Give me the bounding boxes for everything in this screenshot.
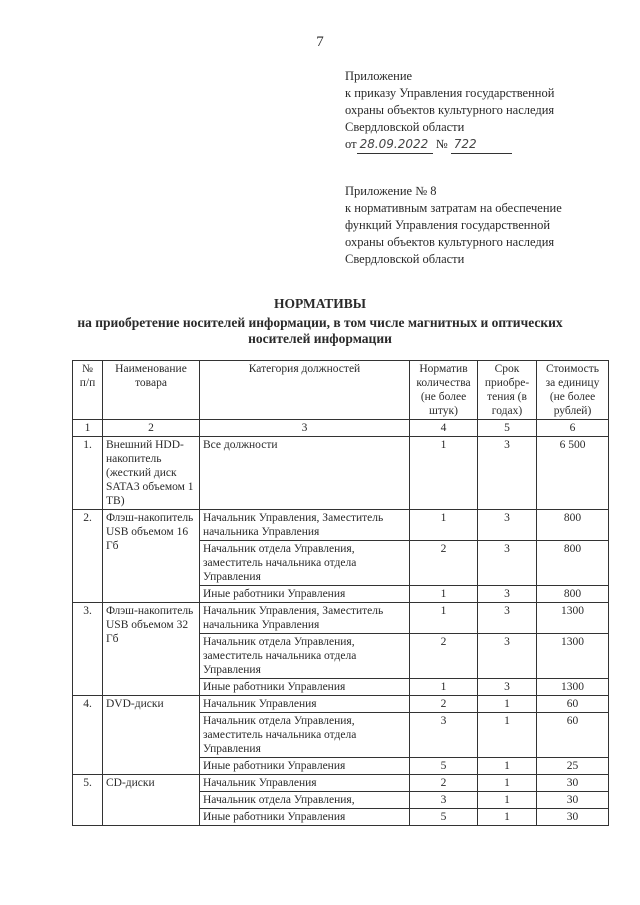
unit-cost: 1300: [537, 634, 609, 679]
norm-quantity: 1: [410, 586, 478, 603]
table-row: [73, 775, 609, 792]
header-category: Категория должностей: [200, 361, 410, 420]
position-category: Начальник Управления: [200, 775, 410, 792]
norm-quantity: 2: [410, 775, 478, 792]
norm-quantity: 3: [410, 713, 478, 758]
column-number: 5: [478, 420, 537, 437]
unit-cost: 1300: [537, 603, 609, 634]
purchase-term: 1: [478, 713, 537, 758]
order-appendix-line: к приказу Управления государственной: [345, 86, 555, 100]
unit-cost: 25: [537, 758, 609, 775]
position-category: Иные работники Управления: [200, 679, 410, 696]
purchase-term: 3: [478, 541, 537, 586]
table-header-row: [73, 361, 609, 420]
header-num: № п/п: [73, 361, 103, 420]
purchase-term: 3: [478, 586, 537, 603]
column-number: 4: [410, 420, 478, 437]
table-row: [73, 510, 609, 541]
purchase-term: 3: [478, 679, 537, 696]
norms-table: [72, 360, 609, 826]
item-number: 5.: [73, 775, 103, 826]
appendix-8-block: [345, 183, 625, 268]
header-norm: Норматив количества (не более штук): [410, 361, 478, 420]
order-appendix-block: [345, 68, 625, 154]
unit-cost: 60: [537, 713, 609, 758]
purchase-term: 3: [478, 634, 537, 679]
appendix-8-line: функций Управления государственной: [345, 218, 551, 232]
appendix-8-line: к нормативным затратам на обеспечение: [345, 201, 562, 215]
item-number: 3.: [73, 603, 103, 696]
item-name: Внешний HDD-накопитель (жесткий диск SATA3 объемом 1 TB): [103, 437, 200, 510]
page-number: 7: [316, 34, 324, 50]
document-subtitle: носителей информации: [248, 331, 392, 346]
norm-quantity: 1: [410, 437, 478, 510]
order-appendix-line: Свердловской области: [345, 120, 465, 134]
item-number: 4.: [73, 696, 103, 775]
header-term: Срок приобре-тения (в годах): [478, 361, 537, 420]
purchase-term: 3: [478, 510, 537, 541]
purchase-term: 1: [478, 792, 537, 809]
unit-cost: 6 500: [537, 437, 609, 510]
unit-cost: 30: [537, 775, 609, 792]
position-category: Иные работники Управления: [200, 586, 410, 603]
norm-quantity: 1: [410, 510, 478, 541]
order-appendix-line: охраны объектов культурного наследия: [345, 103, 555, 117]
table-row: [73, 603, 609, 634]
number-prefix: №: [435, 137, 448, 151]
norm-quantity: 5: [410, 758, 478, 775]
norm-quantity: 2: [410, 541, 478, 586]
norm-quantity: 1: [410, 679, 478, 696]
appendix-8-line: охраны объектов культурного наследия: [345, 235, 555, 249]
document-title: НОРМАТИВЫ: [273, 296, 367, 311]
norm-quantity: 1: [410, 603, 478, 634]
item-number: 1.: [73, 437, 103, 510]
position-category: Начальник Управления: [200, 696, 410, 713]
position-category: Начальник отдела Управления, заместитель начальника отдела Управления: [200, 541, 410, 586]
position-category: Начальник отдела Управления,: [200, 792, 410, 809]
position-category: Иные работники Управления: [200, 758, 410, 775]
unit-cost: 30: [537, 792, 609, 809]
purchase-term: 1: [478, 696, 537, 713]
unit-cost: 800: [537, 541, 609, 586]
document-subtitle: на приобретение носителей информации, в том числе магнитных и оптических: [77, 315, 563, 330]
item-name: Флэш-накопитель USB объемом 32 Гб: [103, 603, 200, 696]
appendix-8-line: Свердловской области: [345, 252, 465, 266]
position-category: Начальник отдела Управления, заместитель начальника отдела Управления: [200, 634, 410, 679]
purchase-term: 1: [478, 809, 537, 826]
order-date: 28.09.2022: [357, 136, 433, 154]
order-number: 722: [451, 136, 512, 154]
norm-quantity: 2: [410, 696, 478, 713]
unit-cost: 60: [537, 696, 609, 713]
item-name: CD-диски: [103, 775, 200, 826]
order-appendix-line: Приложение: [345, 69, 413, 83]
purchase-term: 3: [478, 437, 537, 510]
column-number: 6: [537, 420, 609, 437]
position-category: Иные работники Управления: [200, 809, 410, 826]
norm-quantity: 5: [410, 809, 478, 826]
position-category: Начальник Управления, Заместитель начальника Управления: [200, 603, 410, 634]
norm-quantity: 2: [410, 634, 478, 679]
table-row: [73, 696, 609, 713]
unit-cost: 1300: [537, 679, 609, 696]
unit-cost: 30: [537, 809, 609, 826]
column-number-row: [73, 420, 609, 437]
column-number: 3: [200, 420, 410, 437]
position-category: Все должности: [200, 437, 410, 510]
unit-cost: 800: [537, 586, 609, 603]
from-prefix: от: [345, 137, 357, 151]
purchase-term: 1: [478, 758, 537, 775]
table-row: [73, 437, 609, 510]
item-number: 2.: [73, 510, 103, 603]
appendix-8-line: Приложение № 8: [345, 184, 437, 198]
purchase-term: 1: [478, 775, 537, 792]
header-cost: Стоимость за единицу (не более рублей): [537, 361, 609, 420]
item-name: DVD-диски: [103, 696, 200, 775]
column-number: 1: [73, 420, 103, 437]
purchase-term: 3: [478, 603, 537, 634]
norm-quantity: 3: [410, 792, 478, 809]
item-name: Флэш-накопитель USB объемом 16 Гб: [103, 510, 200, 603]
header-name: Наименование товара: [103, 361, 200, 420]
order-date-line: [345, 136, 625, 154]
column-number: 2: [103, 420, 200, 437]
position-category: Начальник Управления, Заместитель начальника Управления: [200, 510, 410, 541]
unit-cost: 800: [537, 510, 609, 541]
position-category: Начальник отдела Управления, заместитель начальника отдела Управления: [200, 713, 410, 758]
